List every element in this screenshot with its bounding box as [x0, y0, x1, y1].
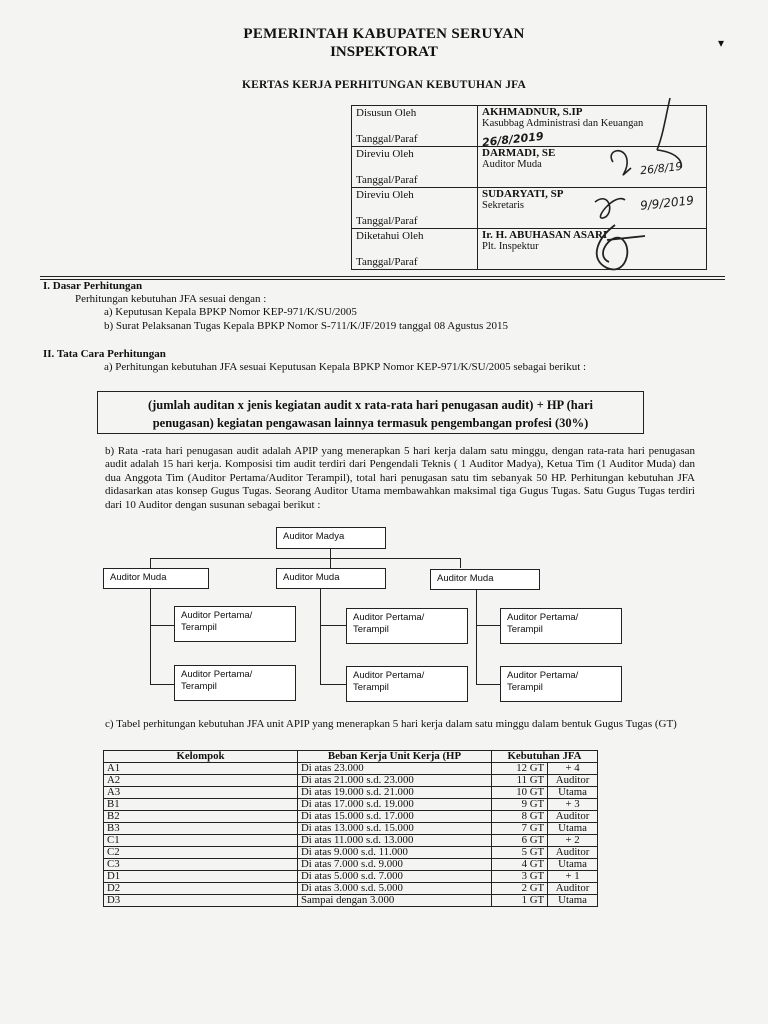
- table-cell-rank: Utama: [548, 823, 598, 835]
- connector: [150, 558, 151, 568]
- table-cell-rank: + 4: [548, 763, 598, 775]
- table-header: Kelompok: [104, 751, 298, 763]
- section1-heading: I. Dasar Perhitungan: [43, 280, 143, 292]
- sign-sublabel: Tanggal/Paraf: [356, 256, 418, 268]
- table-cell-gt: 1 GT: [491, 895, 547, 907]
- table-cell-gt: 8 GT: [491, 811, 547, 823]
- table-row: [104, 895, 598, 907]
- table-cell-rank: + 3: [548, 799, 598, 811]
- org-box-auditor-pertama: Auditor Pertama/ Terampil: [500, 666, 622, 702]
- table-cell-beban: Di atas 15.000 s.d. 17.000: [297, 811, 491, 823]
- handwritten-date: 9/9/2019: [639, 193, 695, 213]
- connector: [150, 589, 151, 684]
- section2-item-b: b) Rata -rata hari penugasan audit adalah APIP yang menerapkan 5 hari kerja dalam satu minggu, dengan rata-rata hari penugasan audit adalah 15 hari kerja. Komposisi tim audit terdiri dari Pengendali Teknis ( 1 Auditor Madya), Ketua Tim (1 Auditor Muda) dan dua Anggota Tim (Auditor Pertama/Auditor Terampil), total hari penugasan satu tim sebanyak 50 HP. Perhitungan kebutuhan JFA didasarkan atas konsep Gugus Tugas. Seorang Auditor Utama membawahkan maksimal tiga Gugus Tugas. Satu Gugus Tugas terdiri dari 10 Auditor dengan susunan sebagai berikut :: [105, 445, 695, 511]
- table-cell-beban: Di atas 17.000 s.d. 19.000: [297, 799, 491, 811]
- section2-heading: II. Tata Cara Perhitungan: [43, 348, 166, 360]
- signer-name: SUDARYATI, SP: [482, 188, 564, 200]
- table-cell-kelompok: D1: [104, 871, 298, 883]
- table-row: [104, 811, 598, 823]
- table-row: [104, 859, 598, 871]
- sign-label: Diketahui Oleh: [356, 230, 424, 242]
- signer-position: Auditor Muda: [482, 159, 542, 170]
- table-cell-kelompok: C3: [104, 859, 298, 871]
- table-cell-rank: Auditor: [548, 775, 598, 787]
- handwritten-date: 26/8/19: [639, 159, 683, 178]
- table-cell-kelompok: C2: [104, 847, 298, 859]
- table-cell-rank: Utama: [548, 859, 598, 871]
- table-cell-rank: + 1: [548, 871, 598, 883]
- signature-stroke-1: [657, 98, 681, 168]
- gt-table: [103, 750, 598, 907]
- org-box-auditor-muda: Auditor Muda: [103, 568, 209, 589]
- table-cell-gt: 2 GT: [491, 883, 547, 895]
- signer-position: Sekretaris: [482, 200, 524, 211]
- org-box-auditor-pertama: Auditor Pertama/ Terampil: [174, 665, 296, 701]
- table-cell-gt: 9 GT: [491, 799, 547, 811]
- org-box-auditor-pertama: Auditor Pertama/ Terampil: [346, 608, 468, 644]
- signer-name: Ir. H. ABUHASAN ASARI: [482, 229, 608, 241]
- table-header: Beban Kerja Unit Kerja (HP: [297, 751, 491, 763]
- connector: [330, 549, 331, 568]
- table-cell-beban: Di atas 7.000 s.d. 9.000: [297, 859, 491, 871]
- table-row: [104, 799, 598, 811]
- table-header: Kebutuhan JFA: [491, 751, 597, 763]
- table-row: [104, 847, 598, 859]
- connector: [460, 558, 461, 568]
- table-row: [104, 763, 598, 775]
- formula-box: [97, 391, 644, 434]
- table-cell-rank: Utama: [548, 787, 598, 799]
- connector: [476, 684, 500, 685]
- connector: [150, 684, 174, 685]
- table-row: [104, 787, 598, 799]
- table-cell-rank: Auditor: [548, 811, 598, 823]
- divider: [40, 279, 725, 280]
- signature-scribbles: [585, 90, 725, 280]
- signer-position: Kasubbag Administrasi dan Keuangan: [482, 118, 644, 129]
- sign-label: Disusun Oleh: [356, 107, 417, 119]
- org-box-auditor-pertama: Auditor Pertama/ Terampil: [500, 608, 622, 644]
- signer-name: AKHMADNUR, S.IP: [482, 106, 583, 118]
- signer-position: Plt. Inspektur: [482, 241, 539, 252]
- signer-name: DARMADI, SE: [482, 147, 556, 159]
- gt-table-body: [104, 763, 598, 907]
- sign-label: Direviu Oleh: [356, 148, 414, 160]
- table-cell-kelompok: B2: [104, 811, 298, 823]
- sign-sublabel: Tanggal/Paraf: [356, 133, 418, 145]
- section2-item-a: a) Perhitungan kebutuhan JFA sesuai Keputusan Kepala BPKP Nomor KEP-971/K/SU/2005 sebagai berikut :: [104, 361, 587, 373]
- table-cell-gt: 5 GT: [491, 847, 547, 859]
- formula-line: (jumlah auditan x jenis kegiatan audit x rata-rata hari penugasan audit) + HP (hari: [147, 398, 593, 412]
- table-cell-kelompok: A1: [104, 763, 298, 775]
- table-cell-kelompok: D2: [104, 883, 298, 895]
- connector: [320, 589, 321, 684]
- table-cell-kelompok: C1: [104, 835, 298, 847]
- section1-item: a) Keputusan Kepala BPKP Nomor KEP-971/K/SU/2005: [104, 306, 357, 318]
- header-line1: PEMERINTAH KABUPATEN SERUYAN: [243, 26, 525, 42]
- table-cell-beban: Sampai dengan 3.000: [297, 895, 491, 907]
- section1-intro: Perhitungan kebutuhan JFA sesuai dengan :: [75, 293, 267, 305]
- connector: [150, 558, 460, 559]
- section1-item: b) Surat Pelaksanan Tugas Kepala BPKP Nomor S-711/K/JF/2019 tanggal 08 Agustus 2015: [104, 320, 509, 332]
- table-cell-gt: 12 GT: [491, 763, 547, 775]
- connector: [476, 625, 500, 626]
- table-row: [104, 871, 598, 883]
- table-cell-rank: Auditor: [548, 883, 598, 895]
- table-cell-rank: + 2: [548, 835, 598, 847]
- table-cell-beban: Di atas 13.000 s.d. 15.000: [297, 823, 491, 835]
- table-cell-rank: Auditor: [548, 847, 598, 859]
- connector: [150, 625, 174, 626]
- table-row: [104, 823, 598, 835]
- table-cell-kelompok: D3: [104, 895, 298, 907]
- table-cell-gt: 4 GT: [491, 859, 547, 871]
- table-row: [104, 883, 598, 895]
- table-cell-rank: Utama: [548, 895, 598, 907]
- table-cell-beban: Di atas 3.000 s.d. 5.000: [297, 883, 491, 895]
- connector: [320, 684, 346, 685]
- table-cell-kelompok: B1: [104, 799, 298, 811]
- sign-sublabel: Tanggal/Paraf: [356, 174, 418, 186]
- table-cell-gt: 10 GT: [491, 787, 547, 799]
- table-cell-kelompok: A2: [104, 775, 298, 787]
- signature-stroke-3: [595, 199, 625, 219]
- org-box-auditor-pertama: Auditor Pertama/ Terampil: [174, 606, 296, 642]
- sign-sublabel: Tanggal/Paraf: [356, 215, 418, 227]
- org-box-auditor-muda: Auditor Muda: [430, 569, 540, 590]
- table-cell-gt: 6 GT: [491, 835, 547, 847]
- table-cell-beban: Di atas 23.000: [297, 763, 491, 775]
- document-title: KERTAS KERJA PERHITUNGAN KEBUTUHAN JFA: [241, 79, 527, 91]
- table-cell-kelompok: B3: [104, 823, 298, 835]
- handwritten-date: 26/8/2019: [481, 129, 545, 150]
- table-row: [104, 775, 598, 787]
- formula-line: penugasan) kegiatan pengawasan lainnya termasuk pengembangan profesi (30%): [152, 416, 589, 430]
- connector: [320, 625, 346, 626]
- section2-item-c: c) Tabel perhitungan kebutuhan JFA unit APIP yang menerapkan 5 hari kerja dalam satu minggu dalam bentuk Gugus Tugas (GT): [105, 718, 677, 730]
- table-cell-gt: 11 GT: [491, 775, 547, 787]
- sign-label: Direviu Oleh: [356, 189, 414, 201]
- header-line2: INSPEKTORAT: [330, 44, 438, 60]
- signature-stroke-2: [611, 151, 631, 175]
- signature-stroke-4: [597, 225, 645, 270]
- connector: [476, 590, 477, 684]
- org-box-auditor-madya: Auditor Madya: [276, 527, 386, 549]
- table-cell-beban: Di atas 9.000 s.d. 11.000: [297, 847, 491, 859]
- table-cell-gt: 3 GT: [491, 871, 547, 883]
- org-box-auditor-muda: Auditor Muda: [276, 568, 386, 589]
- table-cell-beban: Di atas 21.000 s.d. 23.000: [297, 775, 491, 787]
- org-box-auditor-pertama: Auditor Pertama/ Terampil: [346, 666, 468, 702]
- table-cell-beban: Di atas 19.000 s.d. 21.000: [297, 787, 491, 799]
- scan-mark: ▾: [718, 36, 725, 50]
- table-cell-beban: Di atas 5.000 s.d. 7.000: [297, 871, 491, 883]
- table-row: [104, 835, 598, 847]
- table-cell-beban: Di atas 11.000 s.d. 13.000: [297, 835, 491, 847]
- table-cell-gt: 7 GT: [491, 823, 547, 835]
- table-cell-kelompok: A3: [104, 787, 298, 799]
- divider: [40, 276, 725, 277]
